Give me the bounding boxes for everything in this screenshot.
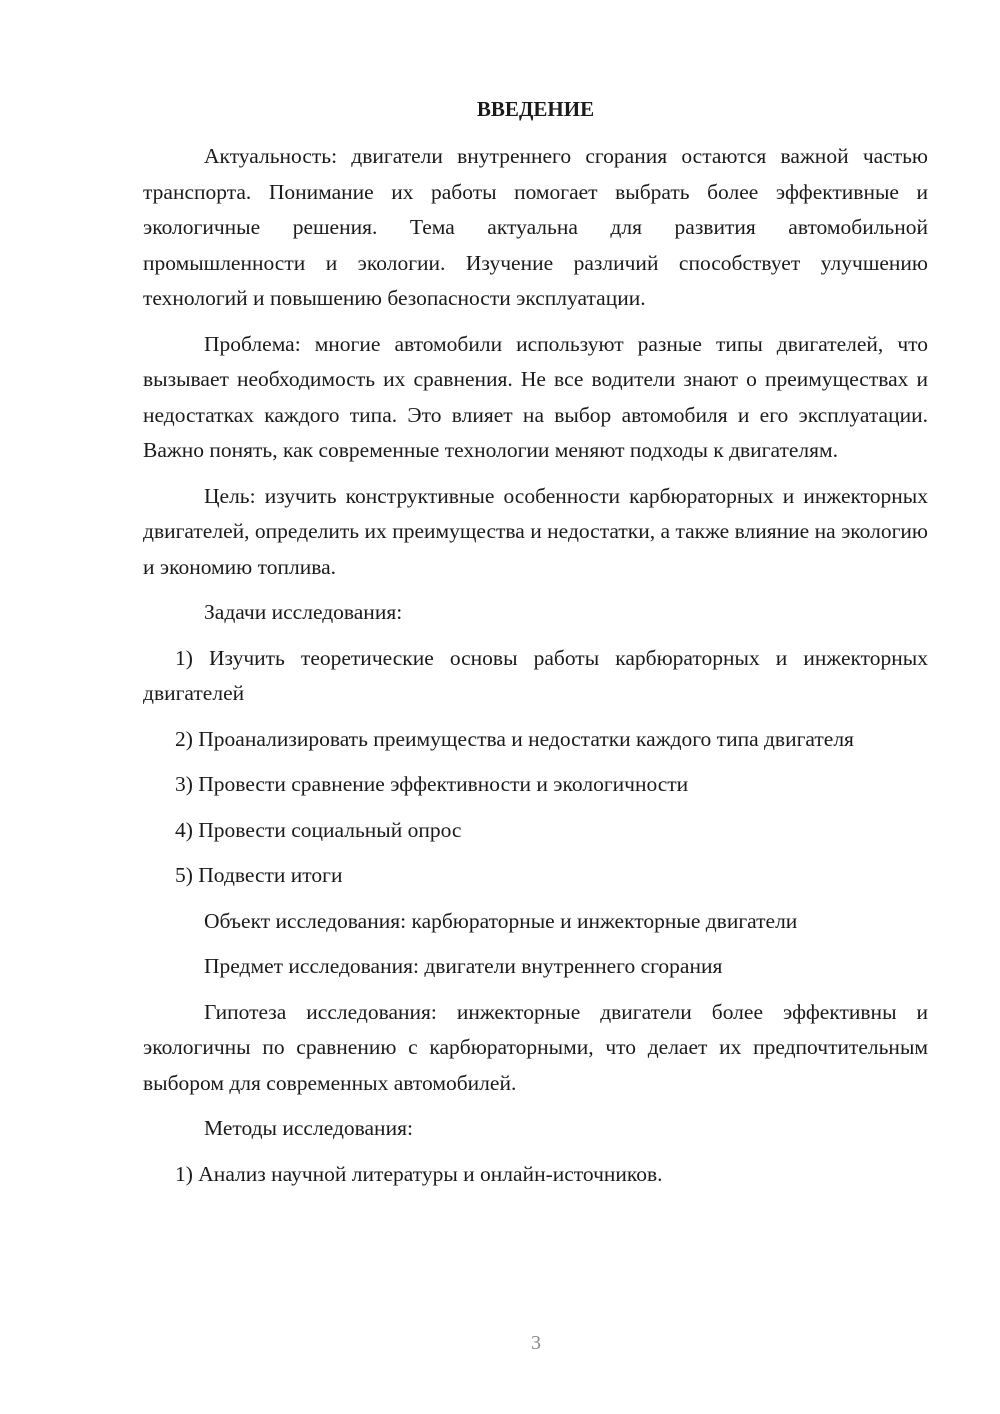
goal-paragraph: Цель: изучить конструктивные особенности карбюраторных и инжекторных двигателей, определить их преимущества и недостатки, а также влияние на экологию и экономию топлива.	[143, 483, 928, 579]
research-object: Объект исследования: карбюраторные и инжекторные двигатели	[204, 908, 798, 933]
task-item-1: 1) Изучить теоретические основы работы карбюраторных и инжекторных двигателей	[143, 645, 928, 705]
research-subject: Предмет исследования: двигатели внутреннего сгорания	[204, 954, 723, 978]
page-number: 3	[531, 1332, 541, 1354]
tasks-heading: Задачи исследования:	[204, 600, 403, 624]
relevance-paragraph: Актуальность: двигатели внутреннего сгорания остаются важной частью транспорта. Понимание их работы помогает выбрать более эффективные и экологичные решения. Тема актуальна для развития автомобильной промышленности и экологии. Изучение различий способствует улучшению технологий и повышению безопасности эксплуатации.	[143, 144, 928, 310]
problem-paragraph: Проблема: многие автомобили используют разные типы двигателей, что вызывает необходимость их сравнения. Не все водители знают о преимуществах и недостатках каждого типа. Это влияет на выбор автомобиля и его эксплуатации. Важно понять, как современные технологии меняют подходы к двигателям.	[143, 331, 928, 462]
task-item-5: 5) Подвести итоги	[175, 863, 343, 887]
methods-heading: Методы исследования:	[204, 1116, 413, 1140]
research-hypothesis: Гипотеза исследования: инжекторные двигатели более эффективны и экологичны по сравнению с карбюраторными, что делает их предпочтительным выбором для современных автомобилей.	[143, 999, 928, 1095]
task-item-2: 2) Проанализировать преимущества и недостатки каждого типа двигателя	[175, 726, 854, 751]
document-page	[143, 92, 928, 1202]
task-item-3: 3) Провести сравнение эффективности и экологичности	[175, 772, 689, 796]
page-title: ВВЕДЕНИЕ	[476, 97, 595, 121]
task-item-4: 4) Провести социальный опрос	[175, 817, 462, 842]
method-item-1: 1) Анализ научной литературы и онлайн-источников.	[175, 1161, 663, 1186]
